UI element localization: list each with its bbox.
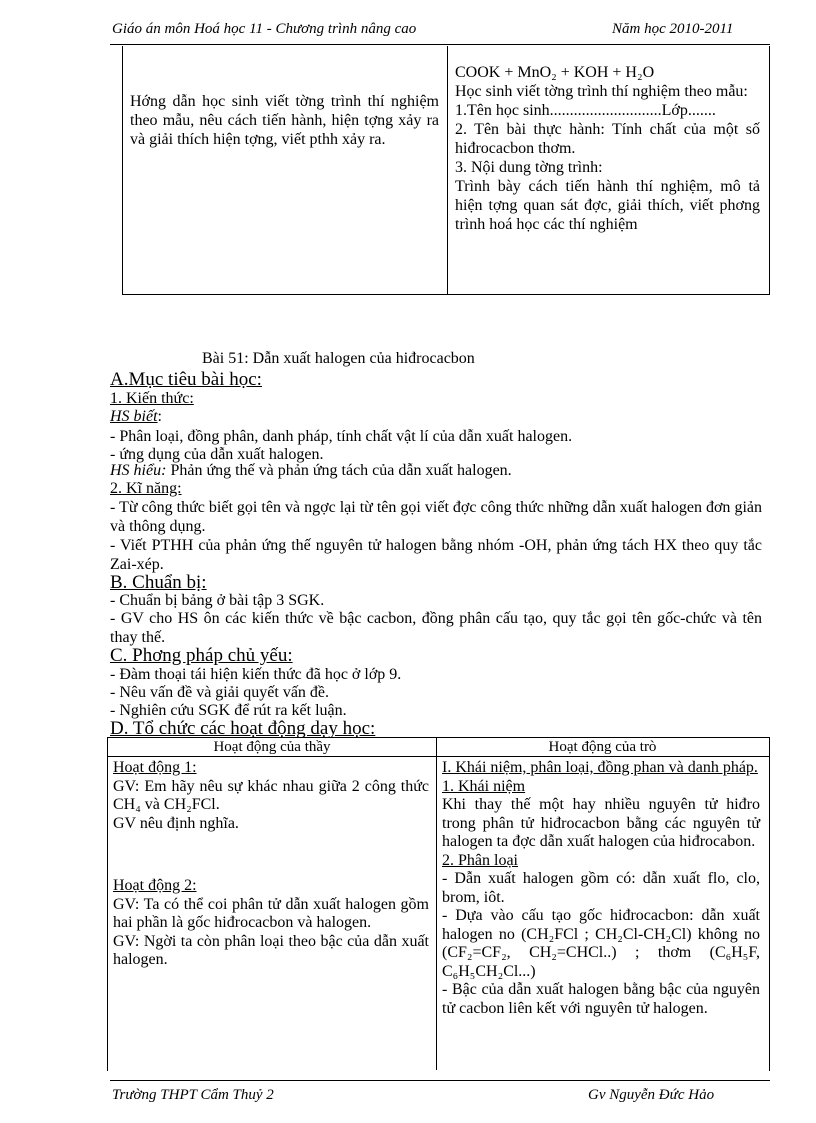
header-right: Năm học 2010-2011	[612, 21, 734, 37]
teacher-activity-2-b: GV: Ngời ta còn phân loại theo bậc của dẫn xuất halogen.	[113, 932, 429, 968]
footer-rule	[110, 1080, 770, 1081]
section-a-heading: A.Mục tiêu bài học:	[110, 369, 262, 390]
student-concept-text: Khi thay thế một hay nhiều nguyên tử hiđro trong phân tử hiđrocacbon bằng các nguyên tử halogen ta đợc dẫn xuất halogen của hiđrocabon.	[442, 796, 760, 850]
student-classification-3: - Bậc của dẫn xuất halogen bằng bậc của nguyên tử cacbon liên kết với nguyên tử halogen.	[442, 981, 760, 1017]
hs-hieu-text: Phản ứng thế và phản ứng tách của dẫn xuất halogen.	[166, 462, 512, 479]
activity-table-header-rule	[107, 756, 769, 757]
teacher-activity-1-question: GV: Em hãy nêu sự khác nhau giữa 2 công thức CH₄ và CH₂FCl.	[113, 777, 429, 813]
biet-item-2: - ứng dụng của dẫn xuất halogen.	[110, 446, 324, 463]
skill-item-2: - Viết PTHH của phản ứng thế nguyên tử halogen bằng nhóm -OH, phản ứng tách HX theo quy tắc Zai-xép.	[110, 537, 762, 573]
teacher-activity-2-title: Hoạt động 2:	[113, 877, 197, 894]
student-sub-concept: 1. Khái niệm	[442, 777, 526, 795]
equation-line: COOK + MnO₂ + KOH + H₂O	[455, 64, 655, 81]
hs-biet-label: HS biết	[110, 408, 158, 425]
biet-item-1: - Phân loại, đồng phân, danh pháp, tính chất vật lí của dẫn xuất halogen.	[110, 428, 573, 445]
hs-hieu-label: HS hiểu:	[110, 462, 167, 479]
col-header-student: Hoạt động của trò	[548, 739, 657, 755]
top-table-right-cell	[455, 63, 760, 234]
subsection-knowledge: 1. Kiến thức:	[110, 390, 194, 407]
top-table-left-cell: Hớng dẫn học sinh viết tờng trình thí nghiệm theo mẫu, nêu cách tiến hành, hiện tợng xảy ra và giải thích hiện tợng, viết pthh xảy ra.	[130, 93, 439, 148]
footer-right: Gv Nguyễn Đức Hảo	[588, 1087, 715, 1103]
header-left: Giáo án môn Hoá học 11 - Chương trình nâng cao	[112, 21, 417, 37]
method-item-1: - Đàm thoại tái hiện kiến thức đã học ở lớp 9.	[110, 666, 402, 683]
report-item-3: 3. Nội dung tờng trình:	[455, 159, 603, 176]
teacher-column	[113, 759, 429, 970]
top-table-divider	[447, 46, 448, 294]
hs-biet-line: HS biết:	[110, 408, 162, 425]
method-item-2: - Nêu vấn đề và giải quyết vấn đề.	[110, 684, 330, 701]
section-d-heading: D. Tổ chức các hoạt động dạy học:	[110, 718, 376, 739]
teacher-activity-1-title: Hoạt động 1:	[113, 759, 197, 776]
method-item-3: - Nghiên cứu SGK để rút ra kết luận.	[110, 702, 347, 719]
report-item-1: 1.Tên học sinh............................Lớp.......	[455, 102, 716, 119]
student-classification-1: - Dẫn xuất halogen gồm có: dẫn xuất flo, clo, brom, iôt.	[442, 870, 760, 906]
lesson-title: Bài 51: Dẫn xuất halogen của hiđrocacbon	[202, 350, 475, 367]
teacher-activity-1-definition: GV nêu định nghĩa.	[113, 814, 239, 832]
report-item-3-body: Trình bày cách tiến hành thí nghiệm, mô tả hiện tợng quan sát đợc, giải thích, viết phơng trình hoá học các thí nghiệm	[455, 178, 760, 233]
student-column	[442, 759, 760, 1018]
skill-item-1: - Từ công thức biết gọi tên và ngợc lại từ tên gọi viết đợc công thức những dẫn xuất halogen đơn giản và thông dụng.	[110, 499, 762, 535]
prep-item-1: - Chuẩn bị bảng ở bài tập 3 SGK.	[110, 592, 325, 609]
footer-left: Trường THPT Cẩm Thuỷ 2	[112, 1087, 274, 1103]
student-sub-classification: 2. Phân loại	[442, 851, 518, 869]
student-classification-2: - Dựa vào cấu tạo gốc hiđrocacbon: dẫn xuất halogen no (CH₂FCl ; CH₂Cl-CH₂Cl) không no (CF₂=CF₂, CH₂=CHCl..) ; thơm (C₆H₅F, C₆H₅CH₂Cl...)	[442, 907, 760, 980]
student-section-1-heading: I. Khái niệm, phân loại, đồng phan và danh pháp.	[442, 759, 758, 776]
activity-table-col-divider	[436, 737, 437, 1070]
section-c-heading: C. Phơng pháp chủ yếu:	[110, 645, 293, 666]
subsection-skills: 2. Kĩ năng:	[110, 480, 182, 497]
header-rule	[110, 44, 770, 45]
report-item-2: 2. Tên bài thực hành: Tính chất của một số hiđrocacbon thơm.	[455, 121, 760, 157]
col-header-teacher: Hoạt động của thầy	[213, 739, 331, 755]
report-instruction: Học sinh viết tờng trình thí nghiệm theo mẫu:	[455, 83, 748, 100]
hs-hieu-line	[110, 462, 512, 480]
section-b-heading: B. Chuẩn bị:	[110, 572, 207, 593]
teacher-activity-2-a: GV: Ta có thể coi phân tử dẫn xuất halogen gồm hai phần là gốc hiđrocacbon và halogen.	[113, 895, 429, 931]
prep-item-2: - GV cho HS ôn các kiến thức về bậc cacbon, đồng phân cấu tạo, quy tắc gọi tên gốc-chức và tên thay thế.	[110, 610, 762, 646]
